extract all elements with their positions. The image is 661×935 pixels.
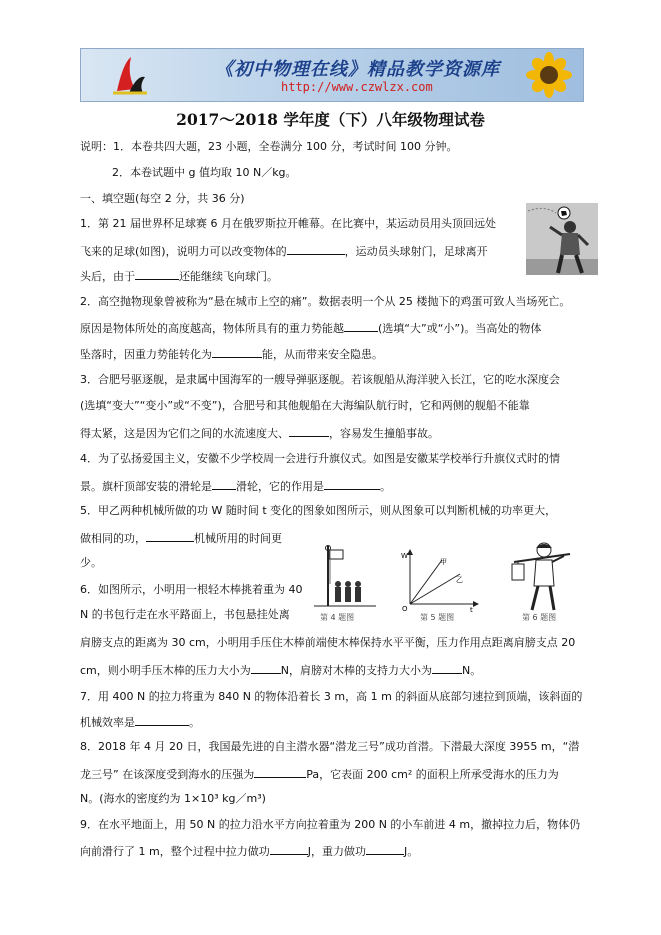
q3-line-2: (选填“变大”“变小”或“不变”)，合肥号和其他舰船在大海编队航行时，它和两侧的舰船不能靠 bbox=[80, 399, 530, 412]
q7-blank-1[interactable] bbox=[135, 714, 189, 726]
q6-blank-2[interactable] bbox=[432, 662, 462, 674]
graph-o-label: O bbox=[402, 605, 408, 612]
graph-jia-label: 甲 bbox=[440, 558, 447, 566]
fig6-caption: 第 6 题图 bbox=[522, 613, 557, 622]
flag-raising-figure bbox=[314, 544, 376, 610]
q8-line-2: 龙三号” 在该深度受到海水的压强为 Pa，它表面 200 cm² 的面积上所承受海水的压力为 bbox=[80, 768, 559, 781]
q2-blank-1[interactable] bbox=[344, 320, 378, 332]
q9-blank-2[interactable] bbox=[366, 843, 404, 855]
sunflower-icon bbox=[515, 51, 579, 99]
q4-blank-1[interactable] bbox=[212, 478, 236, 490]
q5-line-3: 少。 bbox=[80, 556, 102, 569]
q2-line-3: 坠落时，因重力势能转化为 能，从而带来安全隐患。 bbox=[80, 348, 383, 361]
q7-line-2: 机械效率是 。 bbox=[80, 716, 200, 729]
fig5-caption: 第 5 题图 bbox=[420, 613, 455, 622]
q9-blank-1[interactable] bbox=[270, 843, 308, 855]
q1-line-3: 头后，由于 还能继续飞向球门。 bbox=[80, 270, 278, 283]
exam-title: 2017～2018 学年度（下）八年级物理试卷 bbox=[176, 110, 485, 129]
banner-url: http://www.czwlzx.com bbox=[281, 80, 433, 94]
instruction-line-2: 2．本卷试题中 g 值均取 10 N／kg。 bbox=[112, 166, 297, 179]
q2-line-1: 2．高空抛物现象曾被称为“悬在城市上空的痛”。数据表明一个从 25 楼抛下的鸡蛋可致人当场死亡。 bbox=[80, 295, 571, 308]
q6-line-1: 6．如图所示，小明用一根轻木棒挑着重为 40 bbox=[80, 583, 303, 596]
q4-line-1: 4．为了弘扬爱国主义，安徽不少学校周一会进行升旗仪式。如图是安徽某学校举行升旗仪式时的情 bbox=[80, 452, 560, 465]
q4-line-2: 景。旗杆顶部安装的滑轮是 滑轮，它的作用是 。 bbox=[80, 480, 391, 493]
q1-blank-2[interactable] bbox=[135, 268, 179, 280]
logo-icon bbox=[109, 53, 149, 97]
graph-t-label: t bbox=[470, 606, 473, 612]
graph-yi-label: 乙 bbox=[456, 576, 463, 584]
banner-title: 《初中物理在线》精品教学资源库 bbox=[215, 59, 500, 80]
q8-blank-1[interactable] bbox=[254, 766, 306, 778]
section-heading: 一、填空题(每空 2 分，共 36 分) bbox=[80, 192, 245, 205]
boy-carrying-bag-figure bbox=[508, 540, 574, 612]
header-banner bbox=[80, 48, 584, 102]
q1-line-2: 飞来的足球(如图)，说明力可以改变物体的 ，运动员头球射门，足球离开 bbox=[80, 245, 488, 258]
q9-line-2: 向前滑行了 1 m，整个过程中拉力做功 J，重力做功 J。 bbox=[80, 845, 419, 858]
fig4-caption: 第 4 题图 bbox=[320, 613, 355, 622]
instruction-line-1: 说明：1．本卷共四大题，23 小题，全卷满分 100 分，考试时间 100 分钟。 bbox=[80, 140, 458, 153]
q3-line-1: 3．合肥号驱逐舰，是隶属中国海军的一艘导弹驱逐舰。若该舰船从海洋驶入长江，它的吃水深度会 bbox=[80, 373, 560, 386]
q7-line-1: 7．用 400 N 的拉力将重为 840 N 的物体沿着长 3 m，高 1 m 的斜面从底部匀速拉到顶端，该斜面的 bbox=[80, 690, 583, 703]
q9-line-1: 9．在水平地面上，用 50 N 的拉力沿水平方向拉着重为 200 N 的小车前进 4 m，撤掉拉力后，物体仍 bbox=[80, 818, 581, 831]
q6-line-4: cm，则小明手压木棒的压力大小为 N，肩膀对木棒的支持力大小为 N。 bbox=[80, 664, 482, 677]
q6-blank-1[interactable] bbox=[251, 662, 281, 674]
q3-blank-1[interactable] bbox=[289, 425, 329, 437]
header-ball-figure bbox=[526, 203, 598, 275]
q8-line-1: 8．2018 年 4 月 20 日，我国最先进的自主潜水器“潜龙三号”成功首潜。下潜最大深度 3955 m，“潜 bbox=[80, 740, 580, 753]
q3-line-3: 得太紧，这是因为它们之间的水流速度大、 ，容易发生撞船事故。 bbox=[80, 427, 439, 440]
graph-w-label: W bbox=[401, 552, 408, 560]
q2-blank-2[interactable] bbox=[212, 346, 262, 358]
q6-line-2: N 的书包行走在水平路面上，书包悬挂处离 bbox=[80, 608, 290, 621]
q4-blank-2[interactable] bbox=[324, 478, 380, 490]
q2-line-2: 原因是物体所处的高度越高，物体所具有的重力势能越 (选填“大”或“小”)。当高处的物体 bbox=[80, 322, 542, 335]
q1-line-1: 1．第 21 届世界杯足球赛 6 月在俄罗斯拉开帷幕。在比赛中，某运动员用头顶回远处 bbox=[80, 217, 496, 230]
q1-blank-1[interactable] bbox=[287, 243, 345, 255]
q6-line-3: 肩膀支点的距离为 30 cm，小明用手压住木棒前端使木棒保持水平平衡，压力作用点距离肩膀支点 20 bbox=[80, 636, 576, 649]
q5-blank-1[interactable] bbox=[146, 530, 194, 542]
q8-line-3: N。(海水的密度约为 1×10³ kg／m³) bbox=[80, 792, 266, 805]
work-time-graph bbox=[398, 548, 480, 612]
q5-line-1: 5．甲乙两种机械所做的功 W 随时间 t 变化的图象如图所示，则从图象可以判断机械的功率更大， bbox=[80, 504, 557, 517]
q5-line-2: 做相同的功， 机械所用的时间更 bbox=[80, 532, 282, 545]
